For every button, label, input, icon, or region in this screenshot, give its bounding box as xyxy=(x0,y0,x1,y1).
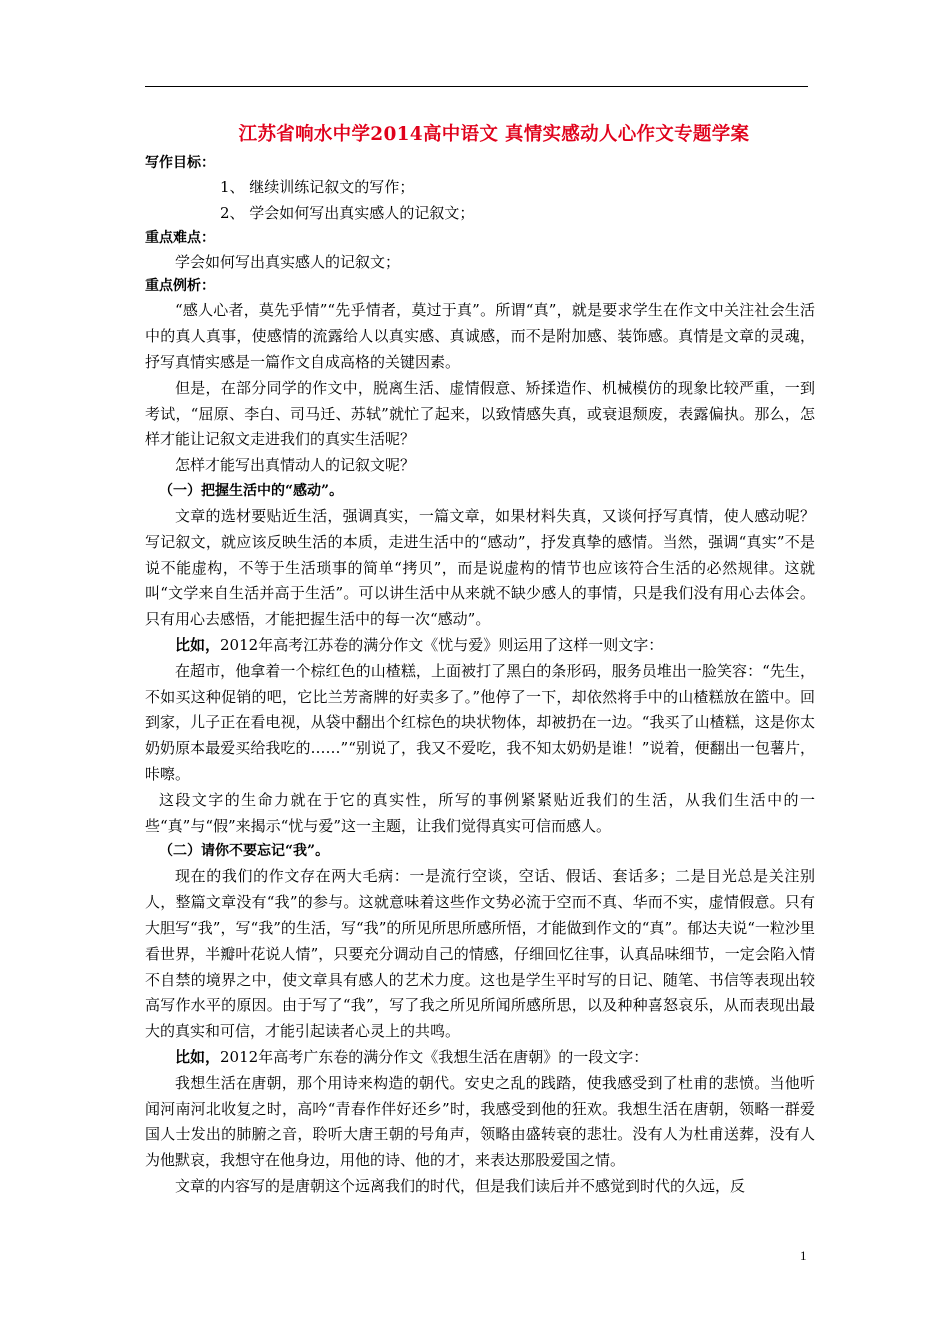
analysis-paragraph: “感人心者，莫先乎情”“先乎情者，莫过于真”。所谓“真”，就是要求学生在作文中关注社会生活中的真人真事，使感情的流露给人以真实感、真诚感，而不是附加感、装饰感。真情是文章的灵魂，抒写真情实感是一篇作文自成高格的关键因素。 xyxy=(145,301,815,371)
section1-heading: （一）把握生活中的“感动”。 xyxy=(159,482,344,499)
section2-comment: 文章的内容写的是唐朝这个远离我们的时代，但是我们读后并不感觉到时代的久远，反 xyxy=(175,1176,746,1195)
example-text: 2012年高考江苏卷的满分作文《忧与爱》则运用了这样一则文字： xyxy=(220,635,664,654)
analysis-heading: 重点例析： xyxy=(145,278,215,295)
document-body xyxy=(145,120,815,1200)
header-rule xyxy=(145,86,808,87)
difficulty-heading: 重点难点： xyxy=(145,229,215,246)
section1-example xyxy=(145,633,815,659)
goals-heading: 写作目标： xyxy=(145,155,215,171)
example-lead: 比如， xyxy=(175,635,221,654)
goal-item: 1、 继续训练记叙文的写作； xyxy=(220,178,415,196)
example-lead: 比如， xyxy=(175,1047,221,1066)
page-number: 1 xyxy=(800,1248,807,1263)
section1-paragraph: 文章的选材要贴近生活，强调真实，一篇文章，如果材料失真，又谈何抒写真情，使人感动呢？写记叙文，就应该反映生活的本质，走进生活中的“感动”，抒发真挚的感情。当然，强调“真实”不是说不能虚构，不等于生活琐事的简单“拷贝”，而是说虚构的情节也应该符合生活的必然规律。这就叫“文学来自生活并高于生活”。可以讲生活中从来就不缺少感人的事情，只是我们没有用心去体会。只有用心去感悟，才能把握生活中的每一次“感动”。 xyxy=(145,506,815,629)
section2-example xyxy=(145,1045,815,1071)
difficulty-text: 学会如何写出真实感人的记叙文； xyxy=(175,252,401,271)
analysis-question: 怎样才能写出真情动人的记叙文呢？ xyxy=(175,456,416,475)
document-title: 江苏省响水中学2014高中语文 真情实感动人心作文专题学案 xyxy=(238,124,750,145)
section1-comment: 这段文字的生命力就在于它的真实性，所写的事例紧紧贴近我们的生活，从我们生活中的一些“真”与“假”来揭示“忧与爱”这一主题，让我们觉得真实可信而感人。 xyxy=(145,790,815,835)
example-text: 2012年高考广东卷的满分作文《我想生活在唐朝》的一段文字： xyxy=(220,1047,649,1066)
section2-quote: 我想生活在唐朝，那个用诗来构造的朝代。安史之乱的践踏，使我感受到了杜甫的悲愤。当他听闻河南河北收复之时，高吟“青春作伴好还乡”时，我感受到他的狂欢。我想生活在唐朝，领略一群爱国人士发出的肺腑之音，聆听大唐王朝的号角声，领略由盛转衰的悲壮。没有人为杜甫送葬，没有人为他默哀，我想守在他身边，用他的诗、他的才，来表达那股爱国之情。 xyxy=(145,1073,815,1170)
section2-heading: （二）请你不要忘记“我”。 xyxy=(159,843,330,860)
analysis-paragraph: 但是，在部分同学的作文中，脱离生活、虚情假意、矫揉造作、机械模仿的现象比较严重，一到考试，“屈原、李白、司马迁、苏轼”就忙了起来，以致情感失真，或衰退颓废，表露偏执。那么，怎样才能让记叙文走进我们的真实生活呢？ xyxy=(145,378,815,449)
section1-quote: 在超市，他拿着一个棕红色的山楂糕，上面被打了黑白的条形码，服务员堆出一脸笑容：“先生，不如买这种促销的吧，它比兰芳斋牌的好卖多了。”他停了一下，却依然将手中的山楂糕放在篮中。回到家，儿子正在看电视，从袋中翻出个红棕色的块状物体，却被扔在一边。“我买了山楂糕，这是你太奶奶原本最爱买给我吃的……”“别说了，我又不爱吃，我不知太奶奶是谁！”说着，便翻出一包薯片，咔嚓。 xyxy=(145,661,815,783)
section2-paragraph: 现在的我们的作文存在两大毛病：一是流行空谈，空话、假话、套话多；二是目光总是关注别人，整篇文章没有“我”的参与。这就意味着这些作文势必流于空而不真、华而不实，虚情假意。只有大胆写“我”，写“我”的生活，写“我”的所见所思所感所悟，才能做到作文的“真”。郁达夫说“一粒沙里看世界，半瓣叶花说人情”，只要充分调动自己的情感，仔细回忆往事，认真品味细节，一定会陷入情不自禁的境界之中，使文章具有感人的艺术力度。这也是学生平时写的日记、随笔、书信等表现出较高写作水平的原因。由于写了“我”，写了我之所见所闻所感所思，以及种种喜怒哀乐，从而表现出最大的真实和可信，才能引起读者心灵上的共鸣。 xyxy=(145,867,815,1041)
goal-item: 2、 学会如何写出真实感人的记叙文； xyxy=(220,203,475,222)
